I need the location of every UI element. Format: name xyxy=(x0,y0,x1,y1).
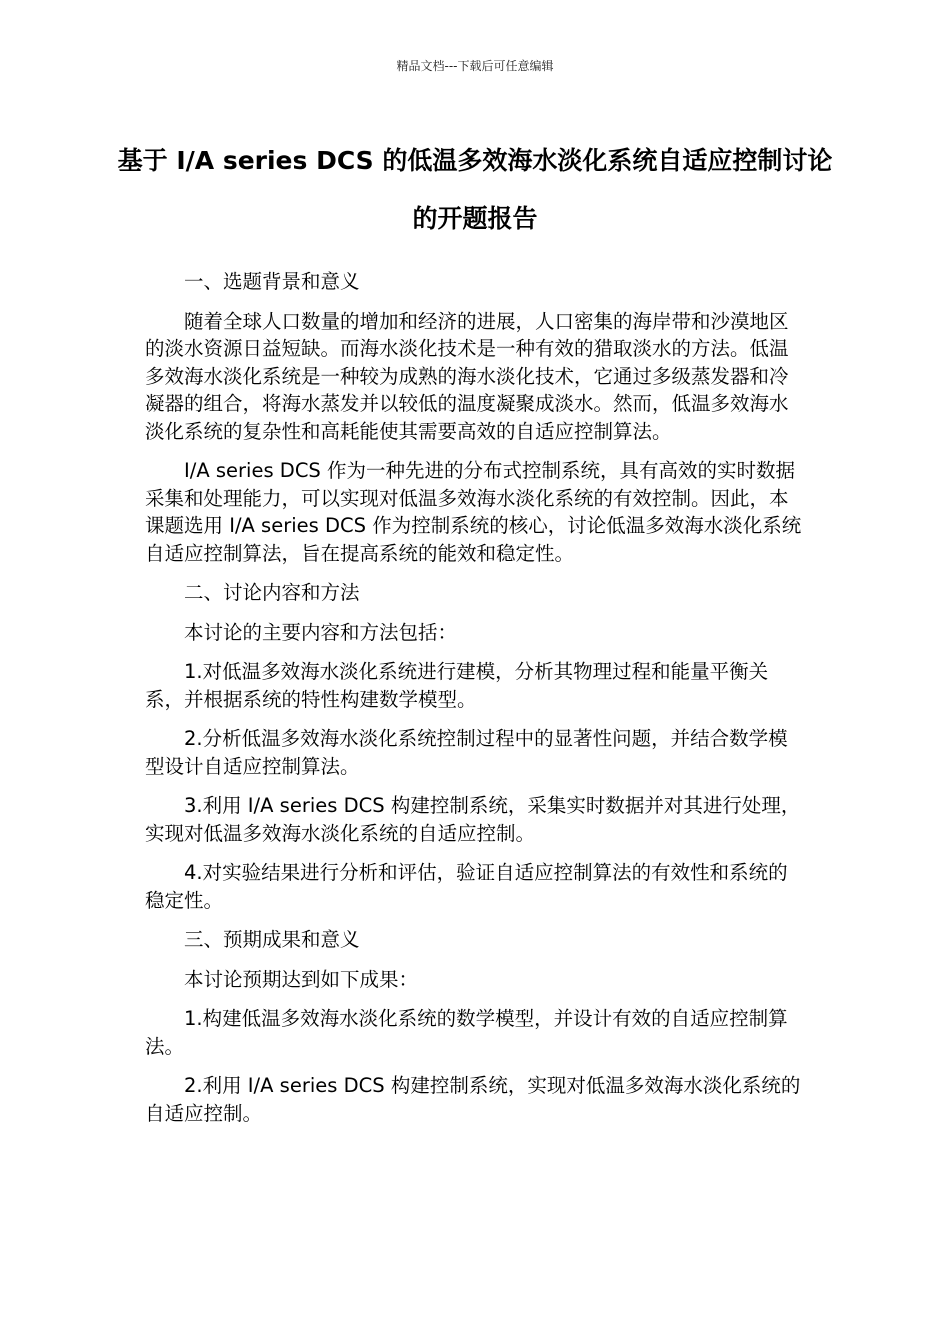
page-header-note: 精品文档---下载后可任意编辑 xyxy=(396,59,554,73)
list-item-outcome-2: 2.利用 I/A series DCS 构建控制系统，实现对低温多效海水淡化系统的自适应控制。 xyxy=(145,1074,801,1125)
paragraph-methods-intro: 本讨论的主要内容和方法包括： xyxy=(184,620,458,644)
section-heading-background: 一、选题背景和意义 xyxy=(184,270,360,293)
list-item-method-2: 2.分析低温多效海水淡化系统控制过程中的显著性问题，并结合数学模型设计自适应控制算法。 xyxy=(145,727,788,778)
document-body xyxy=(145,268,805,1139)
paragraph-background-1: 随着全球人口数量的增加和经济的进展，人口密集的海岸带和沙漠地区的淡水资源日益短缺。而海水淡化技术是一种有效的猎取淡水的方法。低温多效海水淡化系统是一种较为成熟的海水淡化技术，它通过多级蒸发器和冷凝器的组合，将海水蒸发并以较低的温度凝聚成淡水。然而，低温多效海水淡化系统的复杂性和高耗能使其需要高效的自适应控制算法。 xyxy=(145,309,789,443)
list-item-method-1: 1.对低温多效海水淡化系统进行建模，分析其物理过程和能量平衡关系，并根据系统的特性构建数学模型。 xyxy=(145,660,769,711)
section-heading-outcomes: 三、预期成果和意义 xyxy=(184,928,360,951)
section-heading-methods: 二、讨论内容和方法 xyxy=(184,581,360,604)
list-item-method-4: 4.对实验结果进行分析和评估，验证自适应控制算法的有效性和系统的稳定性。 xyxy=(145,861,788,912)
document-title: 基于 I/A series DCS 的低温多效海水淡化系统自适应控制讨论的开题报告 xyxy=(117,146,833,233)
paragraph-outcomes-intro: 本讨论预期达到如下成果： xyxy=(184,967,419,991)
list-item-method-3: 3.利用 I/A series DCS 构建控制系统，采集实时数据并对其进行处理，实现对低温多效海水淡化系统的自适应控制。 xyxy=(145,794,801,845)
paragraph-background-2: I/A series DCS 作为一种先进的分布式控制系统，具有高效的实时数据采集和处理能力，可以实现对低温多效海水淡化系统的有效控制。因此，本课题选用 I/A series DCS 作为控制系统的核心，讨论低温多效海水淡化系统自适应控制算法，旨在提高系统的能效和稳定性。 xyxy=(145,459,802,565)
list-item-outcome-1: 1.构建低温多效海水淡化系统的数学模型，并设计有效的自适应控制算法。 xyxy=(145,1007,788,1058)
